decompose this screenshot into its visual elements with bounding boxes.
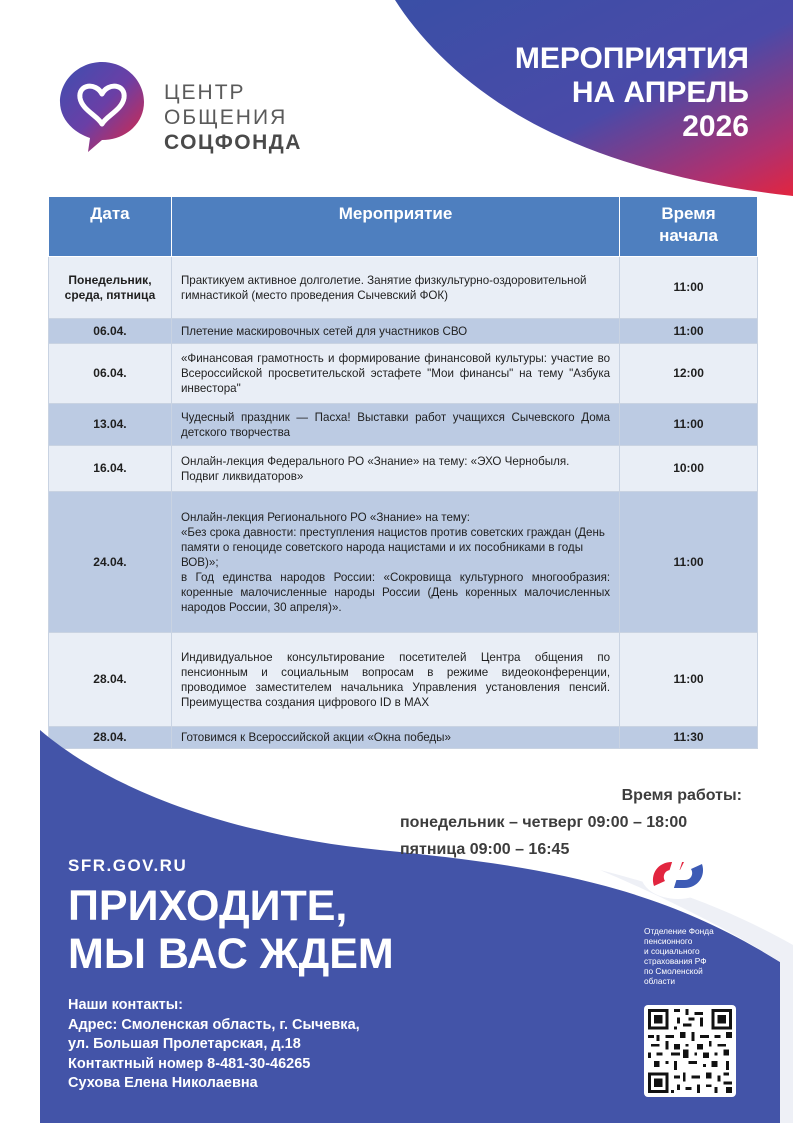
contacts-phone: Контактный номер 8-481-30-46265 [68,1055,311,1072]
header-event: Мероприятие [171,197,619,257]
table-row [49,404,758,446]
logo-line-2: ОБЩЕНИЯ [164,106,288,129]
qr-code[interactable] [644,1005,736,1097]
sfr-line-4: страхования РФ [644,956,707,966]
row-event: Индивидуальное консультирование посетителей Центра общения по пенсионным и социальным вопросам в режиме видеоконференции, проводимое заместителем начальника Управления установления пенсий. Преимущества создания цифрового ID в MAX [171,633,619,727]
sfr-name [644,926,744,986]
row-event: Готовимся к Всероссийской акции «Окна победы» [171,727,619,749]
row-date: 13.04. [49,404,172,446]
contacts-block [68,996,360,1094]
row-date: 28.04. [49,633,172,727]
contacts-address-1: Адрес: Смоленская область, г. Сычевка, [68,1016,360,1033]
title-line-3: 2026 [682,110,749,143]
row-event: Онлайн-лекция Федерального РО «Знание» на тему: «ЭХО Чернобыля. Подвиг ликвидаторов» [171,446,619,492]
row-event-line: «Без срока давности: преступления нацистов против советских граждан (День памяти о геноциде советского народа нацистами и их пособниками в годы ВОВ)»; [180,525,605,569]
qr-code-icon [648,1009,732,1093]
website-link[interactable]: SFR.GOV.RU [68,856,188,875]
row-time: 11:00 [620,633,758,727]
header-time-label: Время начала [659,204,718,245]
logo-line-3: СОЦФОНДА [164,131,302,154]
slogan-line-1: ПРИХОДИТЕ, [68,882,348,930]
heart-speech-bubble-icon [52,54,152,154]
sfr-line-3: и социального [644,946,700,956]
working-hours-weekdays: понедельник – четверг 09:00 – 18:00 [400,814,688,831]
title-line-2: НА АПРЕЛЬ [571,76,749,109]
row-date: 06.04. [49,319,172,344]
sfr-line-5: по Смоленской [644,966,703,976]
events-table [48,196,758,749]
contacts-title: Наши контакты: [68,997,183,1013]
working-hours-friday: пятница 09:00 – 16:45 [400,841,570,858]
row-date: 06.04. [49,344,172,404]
center-logo [52,54,342,154]
table-row [49,344,758,404]
title-line-1: МЕРОПРИЯТИЯ [514,42,749,75]
sfr-logo-icon [640,850,716,900]
header-time [620,197,758,257]
row-time: 10:00 [620,446,758,492]
working-hours-title: Время работы: [621,787,742,804]
row-event: Чудесный праздник — Пасха! Выставки работ учащихся Сычевского Дома детского творчества [171,404,619,446]
row-event-line: в Год единства народов России: «Сокровища культурного многообразия: коренные малочисленные народы России (День коренных малочисленных народов России, 30 апреля)». [180,570,611,614]
page-title [515,42,749,144]
table-row [49,633,758,727]
row-time: 11:00 [620,257,758,319]
contacts-address-2: ул. Большая Пролетарская, д.18 [68,1036,301,1052]
row-date: 16.04. [49,446,172,492]
row-event: Практикуем активное долголетие. Занятие физкультурно-оздоровительной гимнастикой (место проведения Сычевский ФОК) [171,257,619,319]
logo-line-1: ЦЕНТР [164,81,246,104]
row-time: 11:30 [620,727,758,749]
sfr-line-1: Отделение Фонда [644,926,714,936]
table-row [49,492,758,633]
row-event [171,492,619,633]
contacts-person: Сухова Елена Николаевна [68,1075,258,1091]
table-row [49,446,758,492]
row-date: 28.04. [49,727,172,749]
row-time: 11:00 [620,319,758,344]
sfr-line-6: области [644,976,676,986]
sfr-line-2: пенсионного [644,936,693,946]
row-event: «Финансовая грамотность и формирование финансовой культуры: участие во Всероссийской просветительской эстафете "Мои финансы" на тему "Азбука инвестора" [171,344,619,404]
row-date: Понедельник, среда, пятница [49,257,172,319]
table-header-row [49,197,758,257]
row-time: 12:00 [620,344,758,404]
table-row [49,319,758,344]
center-logo-text [164,80,302,155]
slogan [68,882,394,978]
row-event: Плетение маскировочных сетей для участников СВО [171,319,619,344]
header-date: Дата [49,197,172,257]
row-date: 24.04. [49,492,172,633]
row-time: 11:00 [620,404,758,446]
slogan-line-2: МЫ ВАС ЖДЕМ [68,930,394,978]
row-event-line: Онлайн-лекция Регионального РО «Знание» на тему: [180,510,471,524]
table-row [49,257,758,319]
row-time: 11:00 [620,492,758,633]
